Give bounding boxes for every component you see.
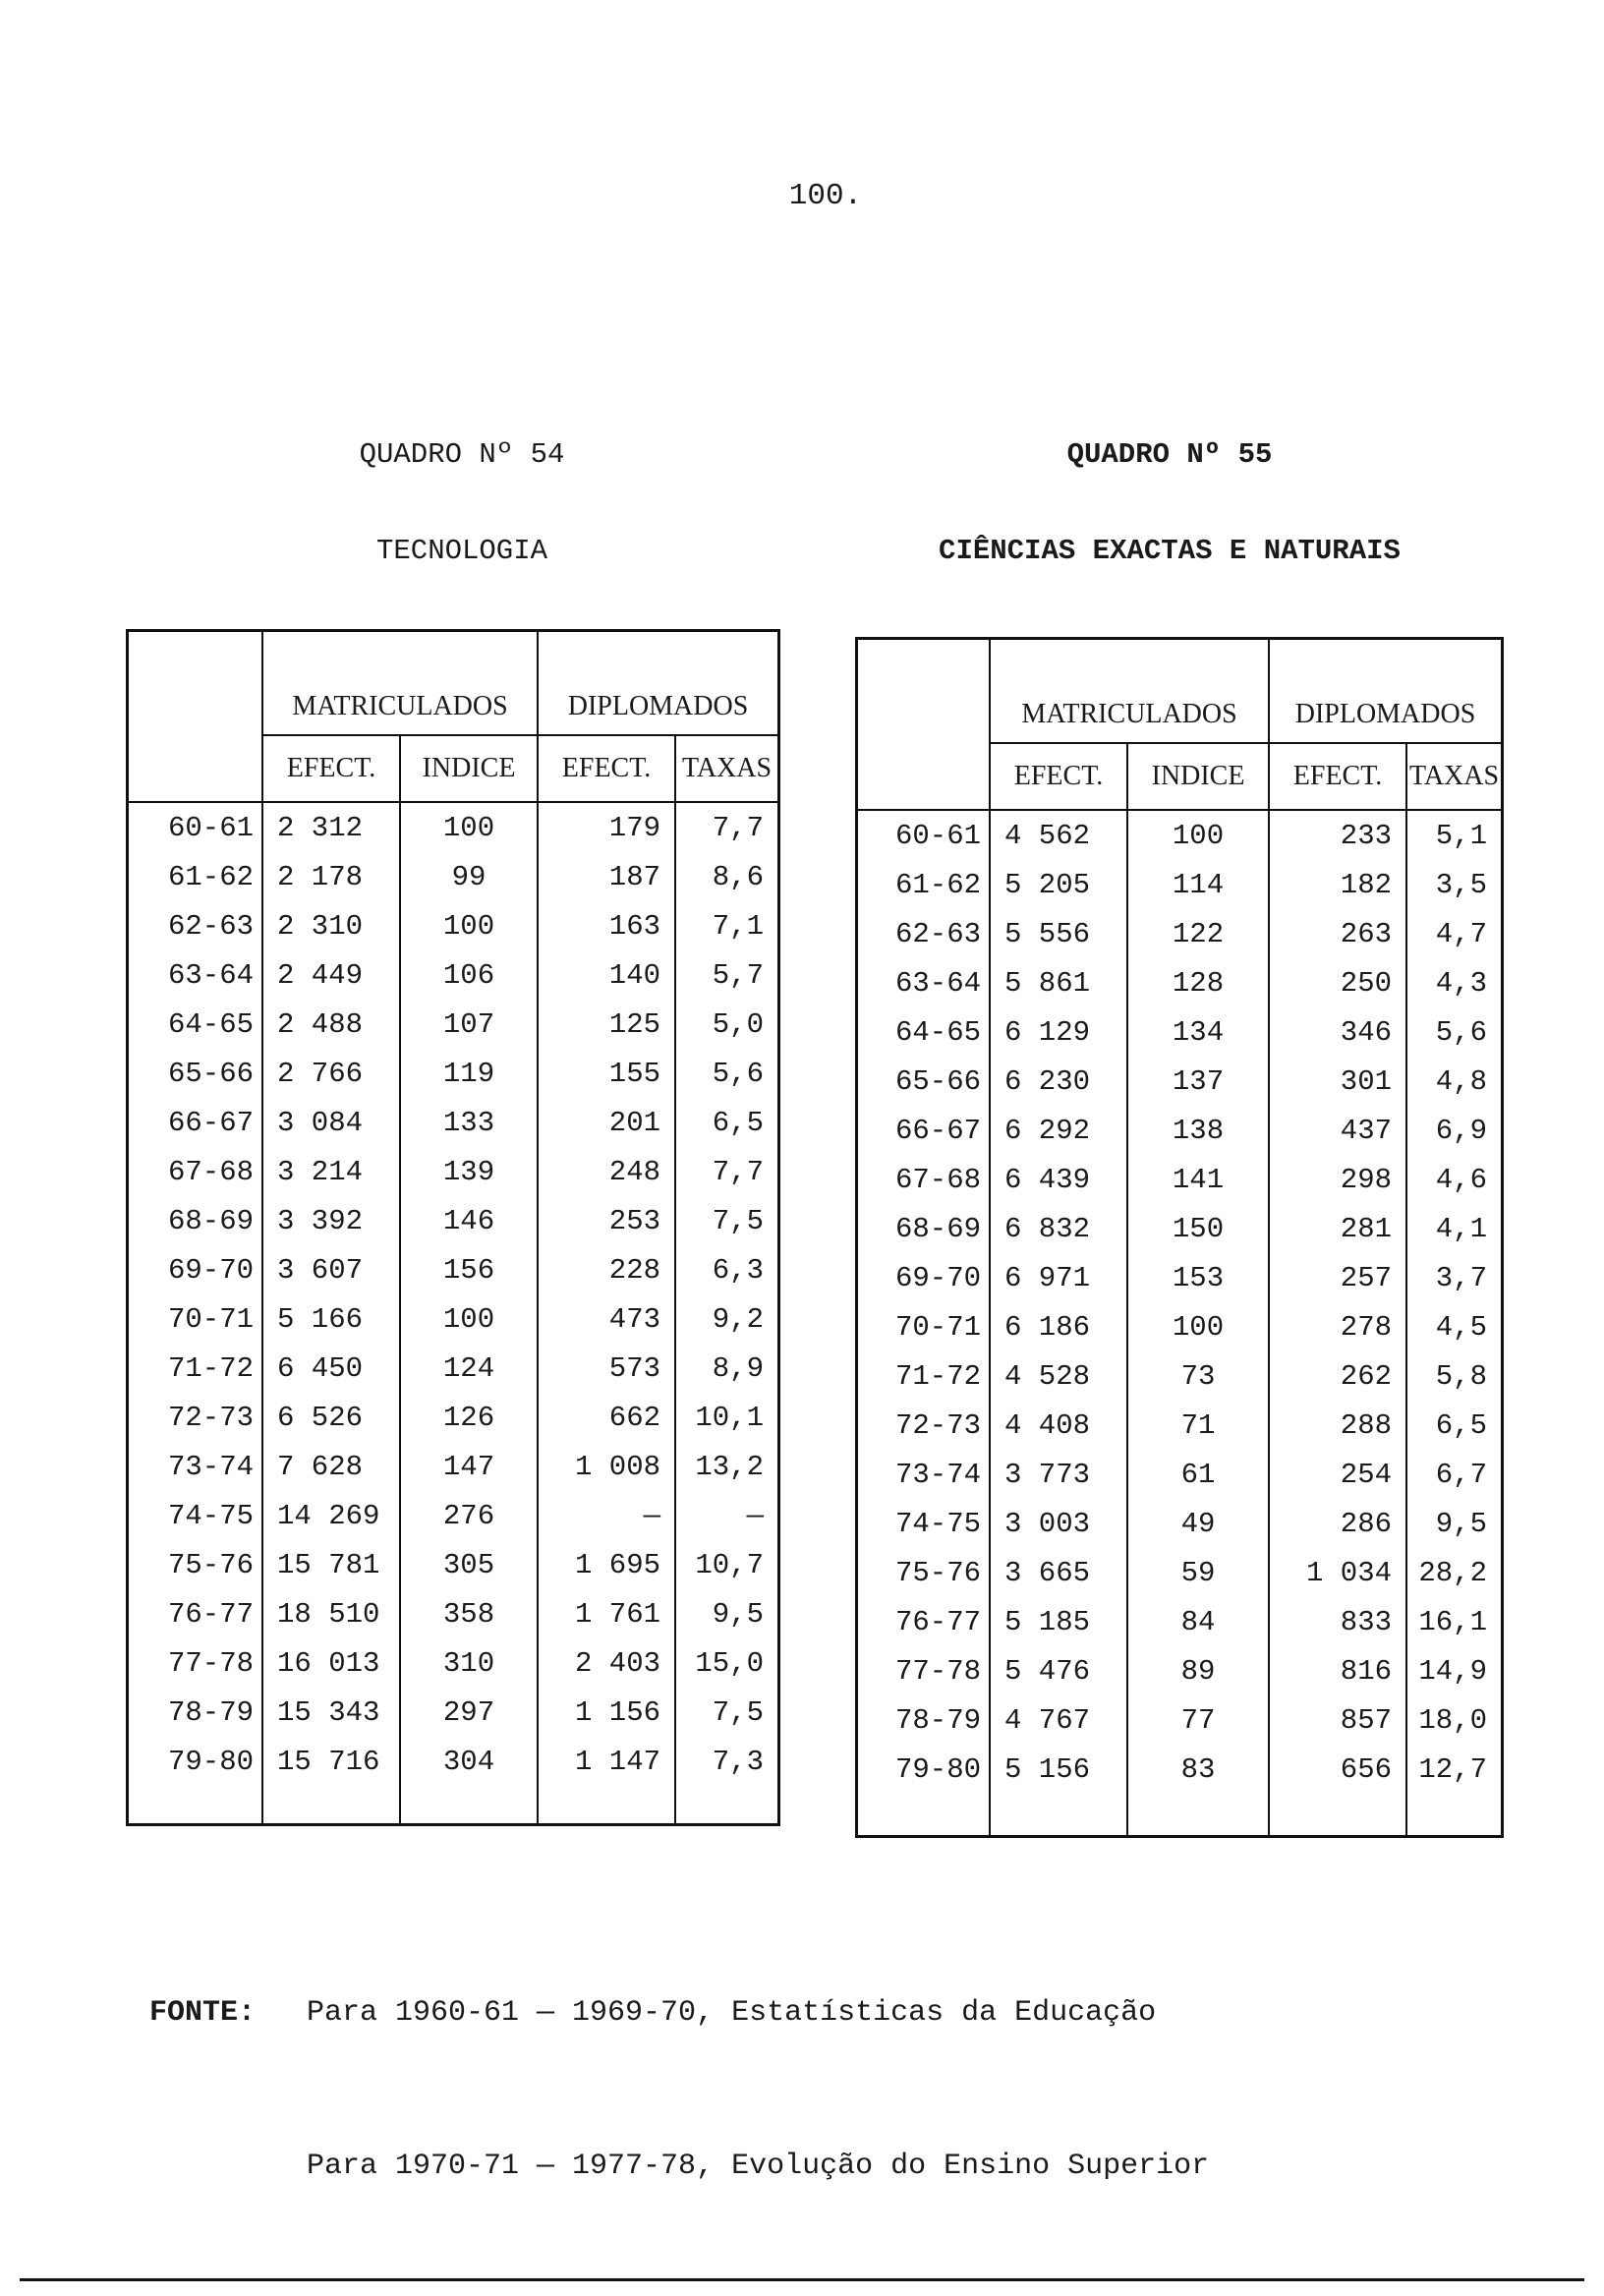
taxas-cell: 10,7 xyxy=(695,1548,764,1581)
taxas-cell: 6,5 xyxy=(1435,1408,1487,1442)
period-cell: 77-78 xyxy=(129,1638,262,1688)
period-cell: 78-79 xyxy=(858,1695,990,1745)
period-cell: 67-68 xyxy=(129,1147,262,1196)
matriculados-efect-cell: 3 003 xyxy=(990,1499,1127,1548)
period-cell: 66-67 xyxy=(858,1106,990,1155)
taxas-cell: — xyxy=(746,1499,764,1532)
column-header-efect-diplomados: EFECT. xyxy=(1269,743,1406,810)
table-row xyxy=(858,1646,1501,1695)
table-row xyxy=(858,1745,1501,1794)
taxas-cell: 10,1 xyxy=(695,1401,764,1434)
diplomados-efect-cell: 187 xyxy=(538,852,675,901)
diplomados-efect-cell: 2 403 xyxy=(538,1638,675,1688)
period-cell: 69-70 xyxy=(129,1245,262,1294)
table-tecnologia xyxy=(126,629,780,1826)
taxas-cell: 9,2 xyxy=(712,1302,764,1336)
taxas-cell: 12,7 xyxy=(1418,1752,1487,1786)
table-row xyxy=(129,1589,777,1638)
taxas-cell: 13,2 xyxy=(695,1450,764,1483)
matriculados-efect-cell: 6 526 xyxy=(262,1393,400,1442)
matriculados-efect-cell: 3 392 xyxy=(262,1196,400,1245)
taxas-cell: 18,0 xyxy=(1418,1703,1487,1737)
indice-cell: 156 xyxy=(400,1245,538,1294)
table-row xyxy=(129,1393,777,1442)
indice-cell: 114 xyxy=(1127,860,1269,909)
taxas-cell: 4,8 xyxy=(1435,1064,1487,1098)
taxas-cell: 6,3 xyxy=(712,1253,764,1287)
diplomados-efect-cell: 288 xyxy=(1269,1401,1406,1450)
matriculados-efect-cell: 6 292 xyxy=(990,1106,1127,1155)
taxas-cell: 5,6 xyxy=(1435,1015,1487,1049)
period-cell: 70-71 xyxy=(129,1294,262,1344)
matriculados-efect-cell: 16 013 xyxy=(262,1638,400,1688)
diplomados-efect-cell: 253 xyxy=(538,1196,675,1245)
period-cell: 60-61 xyxy=(129,802,262,852)
column-header-efect: EFECT. xyxy=(990,743,1127,810)
indice-cell: 122 xyxy=(1127,909,1269,958)
page-bottom-rule xyxy=(20,2278,1584,2281)
indice-cell: 59 xyxy=(1127,1548,1269,1597)
table-row xyxy=(858,1155,1501,1204)
table-row xyxy=(129,1540,777,1589)
indice-cell: 124 xyxy=(400,1344,538,1393)
period-cell: 77-78 xyxy=(858,1646,990,1695)
period-cell: 72-73 xyxy=(858,1401,990,1450)
period-cell: 65-66 xyxy=(129,1049,262,1098)
period-cell: 76-77 xyxy=(129,1589,262,1638)
period-cell: 66-67 xyxy=(129,1098,262,1147)
taxas-cell: 5,8 xyxy=(1435,1359,1487,1393)
taxas-cell: 7,5 xyxy=(712,1695,764,1729)
table-row xyxy=(858,1253,1501,1302)
indice-cell: 305 xyxy=(400,1540,538,1589)
table-54-title: TECNOLOGIA xyxy=(375,535,548,567)
indice-cell: 84 xyxy=(1127,1597,1269,1646)
group-header-matriculados: MATRICULADOS xyxy=(990,640,1269,743)
diplomados-efect-cell: 254 xyxy=(1269,1450,1406,1499)
period-cell: 75-76 xyxy=(858,1548,990,1597)
diplomados-efect-cell: 140 xyxy=(538,950,675,1000)
diplomados-efect-cell: — xyxy=(538,1491,675,1540)
diplomados-efect-cell: 1 761 xyxy=(538,1589,675,1638)
diplomados-efect-cell: 1 695 xyxy=(538,1540,675,1589)
diplomados-efect-cell: 163 xyxy=(538,901,675,950)
matriculados-efect-cell: 2 310 xyxy=(262,901,400,950)
period-cell: 74-75 xyxy=(129,1491,262,1540)
indice-cell: 126 xyxy=(400,1393,538,1442)
indice-cell: 134 xyxy=(1127,1007,1269,1057)
taxas-cell: 5,7 xyxy=(712,958,764,992)
table-row xyxy=(129,901,777,950)
period-cell: 61-62 xyxy=(858,860,990,909)
taxas-cell: 4,5 xyxy=(1435,1310,1487,1344)
indice-cell: 310 xyxy=(400,1638,538,1688)
taxas-cell: 7,1 xyxy=(712,909,764,943)
matriculados-efect-cell: 18 510 xyxy=(262,1589,400,1638)
group-header-matriculados: MATRICULADOS xyxy=(262,632,538,735)
matriculados-efect-cell: 4 767 xyxy=(990,1695,1127,1745)
diplomados-efect-cell: 286 xyxy=(1269,1499,1406,1548)
taxas-cell: 15,0 xyxy=(695,1646,764,1680)
diplomados-efect-cell: 833 xyxy=(1269,1597,1406,1646)
indice-cell: 61 xyxy=(1127,1450,1269,1499)
indice-cell: 358 xyxy=(400,1589,538,1638)
table-row xyxy=(858,1007,1501,1057)
indice-cell: 276 xyxy=(400,1491,538,1540)
taxas-cell: 6,9 xyxy=(1435,1114,1487,1147)
diplomados-efect-cell: 1 156 xyxy=(538,1688,675,1737)
matriculados-efect-cell: 3 773 xyxy=(990,1450,1127,1499)
taxas-cell: 8,9 xyxy=(712,1351,764,1385)
indice-cell: 107 xyxy=(400,1000,538,1049)
page-number: 100. xyxy=(788,179,863,213)
matriculados-efect-cell: 15 781 xyxy=(262,1540,400,1589)
taxas-cell: 7,7 xyxy=(712,811,764,844)
matriculados-efect-cell: 4 562 xyxy=(990,810,1127,860)
period-cell: 70-71 xyxy=(858,1302,990,1351)
taxas-cell: 8,6 xyxy=(712,860,764,893)
diplomados-efect-cell: 656 xyxy=(1269,1745,1406,1794)
table-54-number: QUADRO Nº 54 xyxy=(359,438,565,471)
column-header-taxas: TAXAS xyxy=(675,735,777,802)
group-header-diplomados: DIPLOMADOS xyxy=(538,632,777,735)
matriculados-efect-cell: 2 312 xyxy=(262,802,400,852)
indice-cell: 119 xyxy=(400,1049,538,1098)
indice-cell: 147 xyxy=(400,1442,538,1491)
taxas-cell: 7,5 xyxy=(712,1204,764,1237)
matriculados-efect-cell: 4 408 xyxy=(990,1401,1127,1450)
period-cell: 67-68 xyxy=(858,1155,990,1204)
table-row xyxy=(129,1245,777,1294)
matriculados-efect-cell: 3 214 xyxy=(262,1147,400,1196)
period-cell: 63-64 xyxy=(858,958,990,1007)
matriculados-efect-cell: 2 766 xyxy=(262,1049,400,1098)
matriculados-efect-cell: 6 129 xyxy=(990,1007,1127,1057)
column-header-efect-diplomados: EFECT. xyxy=(538,735,675,802)
diplomados-efect-cell: 281 xyxy=(1269,1204,1406,1253)
indice-cell: 49 xyxy=(1127,1499,1269,1548)
indice-cell: 297 xyxy=(400,1688,538,1737)
diplomados-efect-cell: 1 008 xyxy=(538,1442,675,1491)
source-line: Para 1970-71 — 1977-78, Evolução do Ensino Superior xyxy=(307,2150,1210,2183)
period-cell: 64-65 xyxy=(858,1007,990,1057)
diplomados-efect-cell: 250 xyxy=(1269,958,1406,1007)
matriculados-efect-cell: 7 628 xyxy=(262,1442,400,1491)
matriculados-efect-cell: 15 343 xyxy=(262,1688,400,1737)
indice-cell: 128 xyxy=(1127,958,1269,1007)
group-header-diplomados: DIPLOMADOS xyxy=(1269,640,1501,743)
taxas-cell: 5,6 xyxy=(712,1057,764,1090)
table-55-number: QUADRO Nº 55 xyxy=(1066,438,1273,471)
period-cell: 73-74 xyxy=(858,1450,990,1499)
indice-cell: 304 xyxy=(400,1737,538,1786)
stub-header xyxy=(858,640,990,810)
table-row xyxy=(129,1196,777,1245)
taxas-cell: 14,9 xyxy=(1418,1654,1487,1688)
table-row xyxy=(858,1351,1501,1401)
table-row xyxy=(858,1450,1501,1499)
taxas-cell: 9,5 xyxy=(712,1597,764,1631)
table-row xyxy=(858,909,1501,958)
diplomados-efect-cell: 662 xyxy=(538,1393,675,1442)
indice-cell: 153 xyxy=(1127,1253,1269,1302)
table-row xyxy=(129,1638,777,1688)
taxas-cell: 3,5 xyxy=(1435,868,1487,901)
taxas-cell: 28,2 xyxy=(1418,1556,1487,1589)
table-row xyxy=(129,1344,777,1393)
table-row xyxy=(129,1294,777,1344)
matriculados-efect-cell: 2 178 xyxy=(262,852,400,901)
diplomados-efect-cell: 278 xyxy=(1269,1302,1406,1351)
taxas-cell: 4,7 xyxy=(1435,917,1487,950)
table-row xyxy=(858,1057,1501,1106)
diplomados-efect-cell: 262 xyxy=(1269,1351,1406,1401)
matriculados-efect-cell: 6 832 xyxy=(990,1204,1127,1253)
diplomados-efect-cell: 857 xyxy=(1269,1695,1406,1745)
table-row xyxy=(129,802,777,852)
table-row xyxy=(858,1204,1501,1253)
matriculados-efect-cell: 3 665 xyxy=(990,1548,1127,1597)
table-55-title: CIÊNCIAS EXACTAS E NATURAIS xyxy=(939,535,1401,567)
period-cell: 69-70 xyxy=(858,1253,990,1302)
period-cell: 72-73 xyxy=(129,1393,262,1442)
matriculados-efect-cell: 5 861 xyxy=(990,958,1127,1007)
period-cell: 74-75 xyxy=(858,1499,990,1548)
indice-cell: 141 xyxy=(1127,1155,1269,1204)
table-row xyxy=(858,860,1501,909)
taxas-cell: 4,6 xyxy=(1435,1163,1487,1196)
taxas-cell: 6,7 xyxy=(1435,1458,1487,1491)
indice-cell: 150 xyxy=(1127,1204,1269,1253)
indice-cell: 83 xyxy=(1127,1745,1269,1794)
period-cell: 79-80 xyxy=(858,1745,990,1794)
table-row xyxy=(129,1442,777,1491)
period-cell: 75-76 xyxy=(129,1540,262,1589)
indice-cell: 99 xyxy=(400,852,538,901)
matriculados-efect-cell: 4 528 xyxy=(990,1351,1127,1401)
diplomados-efect-cell: 816 xyxy=(1269,1646,1406,1695)
period-cell: 61-62 xyxy=(129,852,262,901)
indice-cell: 133 xyxy=(400,1098,538,1147)
table-ciencias-exactas-naturais xyxy=(855,637,1504,1838)
matriculados-efect-cell: 14 269 xyxy=(262,1491,400,1540)
table-row xyxy=(858,1302,1501,1351)
period-cell: 79-80 xyxy=(129,1737,262,1786)
matriculados-efect-cell: 5 185 xyxy=(990,1597,1127,1646)
indice-cell: 146 xyxy=(400,1196,538,1245)
indice-cell: 73 xyxy=(1127,1351,1269,1401)
period-cell: 63-64 xyxy=(129,950,262,1000)
period-cell: 68-69 xyxy=(858,1204,990,1253)
column-header-efect: EFECT. xyxy=(262,735,400,802)
diplomados-efect-cell: 298 xyxy=(1269,1155,1406,1204)
diplomados-efect-cell: 201 xyxy=(538,1098,675,1147)
diplomados-efect-cell: 257 xyxy=(1269,1253,1406,1302)
diplomados-efect-cell: 182 xyxy=(1269,860,1406,909)
indice-cell: 106 xyxy=(400,950,538,1000)
indice-cell: 100 xyxy=(400,802,538,852)
matriculados-efect-cell: 6 971 xyxy=(990,1253,1127,1302)
indice-cell: 89 xyxy=(1127,1646,1269,1695)
source-label: FONTE: xyxy=(149,1996,257,2030)
taxas-cell: 7,7 xyxy=(712,1155,764,1188)
period-cell: 62-63 xyxy=(129,901,262,950)
taxas-cell: 16,1 xyxy=(1418,1605,1487,1638)
stub-header xyxy=(129,632,262,802)
table-row xyxy=(129,1491,777,1540)
taxas-cell: 9,5 xyxy=(1435,1507,1487,1540)
diplomados-efect-cell: 473 xyxy=(538,1294,675,1344)
indice-cell: 139 xyxy=(400,1147,538,1196)
source-line: Para 1960-61 — 1969-70, Estatísticas da Educação xyxy=(307,1996,1157,2030)
column-header-indice: INDICE xyxy=(1127,743,1269,810)
diplomados-efect-cell: 248 xyxy=(538,1147,675,1196)
matriculados-efect-cell: 6 439 xyxy=(990,1155,1127,1204)
taxas-cell: 3,7 xyxy=(1435,1261,1487,1294)
matriculados-efect-cell: 5 205 xyxy=(990,860,1127,909)
period-cell: 62-63 xyxy=(858,909,990,958)
column-header-taxas: TAXAS xyxy=(1406,743,1501,810)
table-row xyxy=(858,1106,1501,1155)
diplomados-efect-cell: 1 147 xyxy=(538,1737,675,1786)
indice-cell: 71 xyxy=(1127,1401,1269,1450)
diplomados-efect-cell: 437 xyxy=(1269,1106,1406,1155)
table-row xyxy=(129,1098,777,1147)
diplomados-efect-cell: 346 xyxy=(1269,1007,1406,1057)
matriculados-efect-cell: 5 166 xyxy=(262,1294,400,1344)
matriculados-efect-cell: 15 716 xyxy=(262,1737,400,1786)
diplomados-efect-cell: 228 xyxy=(538,1245,675,1294)
table-row xyxy=(858,1548,1501,1597)
taxas-cell: 4,1 xyxy=(1435,1212,1487,1245)
source-note xyxy=(149,1885,1209,2243)
period-cell: 60-61 xyxy=(858,810,990,860)
table-row xyxy=(129,852,777,901)
table-row xyxy=(858,1499,1501,1548)
taxas-cell: 7,3 xyxy=(712,1745,764,1778)
taxas-cell: 5,1 xyxy=(1435,819,1487,852)
matriculados-efect-cell: 6 186 xyxy=(990,1302,1127,1351)
taxas-cell: 4,3 xyxy=(1435,966,1487,1000)
table-row xyxy=(858,1695,1501,1745)
period-cell: 64-65 xyxy=(129,1000,262,1049)
period-cell: 71-72 xyxy=(129,1344,262,1393)
indice-cell: 100 xyxy=(400,901,538,950)
matriculados-efect-cell: 5 556 xyxy=(990,909,1127,958)
period-cell: 73-74 xyxy=(129,1442,262,1491)
indice-cell: 77 xyxy=(1127,1695,1269,1745)
table-row xyxy=(129,1147,777,1196)
taxas-cell: 6,5 xyxy=(712,1106,764,1139)
diplomados-efect-cell: 125 xyxy=(538,1000,675,1049)
matriculados-efect-cell: 3 084 xyxy=(262,1098,400,1147)
matriculados-efect-cell: 2 488 xyxy=(262,1000,400,1049)
indice-cell: 100 xyxy=(1127,1302,1269,1351)
table-row xyxy=(129,1000,777,1049)
diplomados-efect-cell: 155 xyxy=(538,1049,675,1098)
period-cell: 71-72 xyxy=(858,1351,990,1401)
table-row xyxy=(858,1401,1501,1450)
matriculados-efect-cell: 6 450 xyxy=(262,1344,400,1393)
matriculados-efect-cell: 6 230 xyxy=(990,1057,1127,1106)
table-row xyxy=(858,1597,1501,1646)
table-row xyxy=(129,1688,777,1737)
table-row xyxy=(858,958,1501,1007)
period-cell: 68-69 xyxy=(129,1196,262,1245)
matriculados-efect-cell: 3 607 xyxy=(262,1245,400,1294)
indice-cell: 100 xyxy=(400,1294,538,1344)
matriculados-efect-cell: 2 449 xyxy=(262,950,400,1000)
indice-cell: 100 xyxy=(1127,810,1269,860)
table-row xyxy=(858,810,1501,860)
diplomados-efect-cell: 179 xyxy=(538,802,675,852)
period-cell: 78-79 xyxy=(129,1688,262,1737)
table-row xyxy=(129,1737,777,1786)
table-row xyxy=(129,1049,777,1098)
indice-cell: 138 xyxy=(1127,1106,1269,1155)
table-row xyxy=(129,950,777,1000)
matriculados-efect-cell: 5 156 xyxy=(990,1745,1127,1794)
taxas-cell: 5,0 xyxy=(712,1007,764,1041)
period-cell: 76-77 xyxy=(858,1597,990,1646)
diplomados-efect-cell: 573 xyxy=(538,1344,675,1393)
diplomados-efect-cell: 1 034 xyxy=(1269,1548,1406,1597)
diplomados-efect-cell: 263 xyxy=(1269,909,1406,958)
diplomados-efect-cell: 301 xyxy=(1269,1057,1406,1106)
period-cell: 65-66 xyxy=(858,1057,990,1106)
matriculados-efect-cell: 5 476 xyxy=(990,1646,1127,1695)
column-header-indice: INDICE xyxy=(400,735,538,802)
indice-cell: 137 xyxy=(1127,1057,1269,1106)
diplomados-efect-cell: 233 xyxy=(1269,810,1406,860)
